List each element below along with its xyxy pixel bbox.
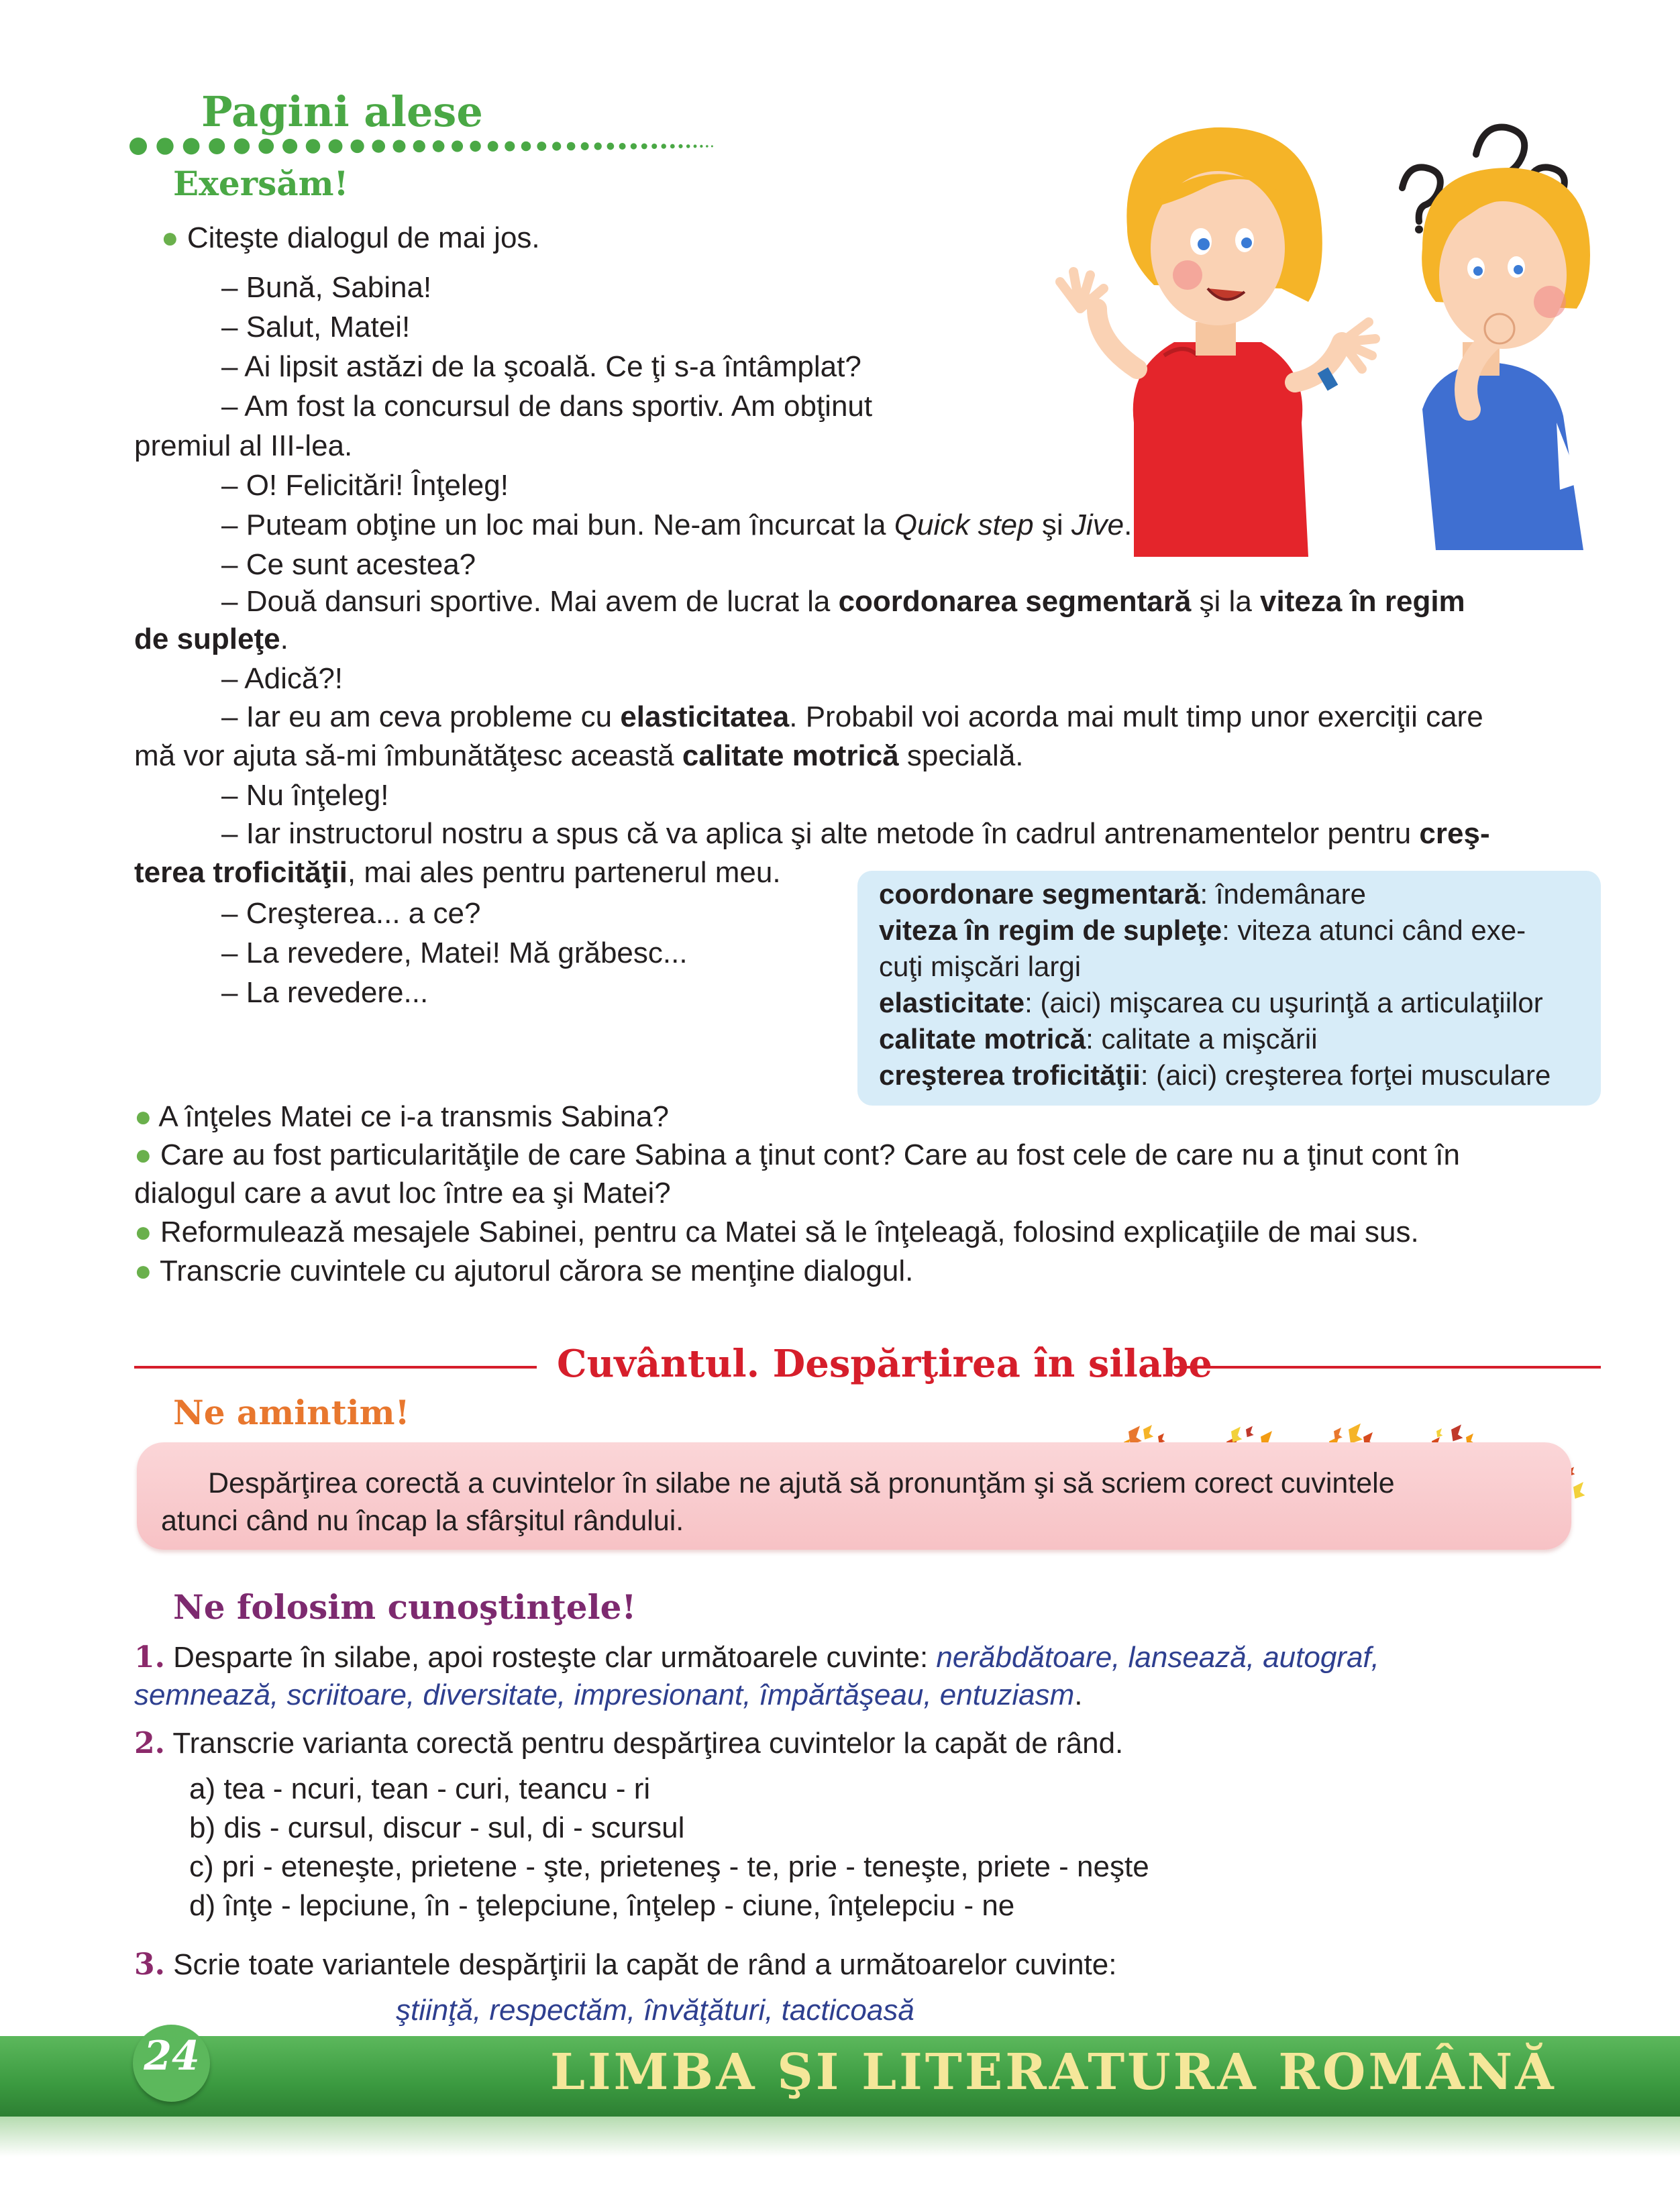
title-rule-right: [1174, 1366, 1601, 1369]
book-title: LIMBA ŞI LITERATURA ROMÂNĂ: [550, 2043, 1557, 2101]
bullet-icon: ●: [134, 1216, 152, 1248]
apply-heading: Ne folosim cunoştinţele!: [173, 1587, 637, 1627]
exercise-heading: Exersăm!: [173, 164, 349, 203]
dialogue-line: – Ce sunt acestea?: [221, 548, 476, 581]
exercise-3-words: ştiinţă, respectăm, învăţături, tacticoasă: [396, 1994, 914, 2027]
exercise-1: 1. Desparte în silabe, apoi rosteşte clar următoarele cuvinte: nerăbdătoare, lansează, autograf,: [134, 1640, 1379, 1674]
girl-sabina-figure: [1060, 127, 1375, 557]
dialogue-line: terea troficităţii, mai ales pentru partenerul meu.: [134, 856, 781, 889]
title-rule-left: [134, 1366, 537, 1369]
rule-text: atunci când nu încap la sfârşitul rândului.: [161, 1505, 684, 1537]
leaf-icon: [1143, 1425, 1153, 1440]
bullet-icon: ●: [134, 1100, 152, 1133]
glossary-entry: coordonare segmentară: îndemânare: [879, 878, 1366, 910]
question-item: ● A înţeles Matei ce i-a transmis Sabina?: [134, 1100, 669, 1133]
lesson-title: Cuvântul. Despărţirea în silabe: [557, 1342, 1213, 1386]
glossary-entry: calitate motrică: calitate a mişcării: [879, 1023, 1318, 1055]
boy-matei-figure: [1422, 168, 1590, 550]
dialogue-line: – Salut, Matei!: [221, 311, 411, 343]
dialogue-line: – Adică?!: [221, 662, 344, 695]
leaf-icon: [1573, 1482, 1585, 1499]
dialogue-line: – Ai lipsit astăzi de la şcoală. Ce ţi s-a întâmplat?: [221, 350, 861, 383]
dotted-divider: [129, 134, 957, 158]
leaf-icon: [1231, 1427, 1242, 1442]
dialogue-line: – Creşterea... a ce?: [221, 897, 481, 930]
dialogue-line: – O! Felicitări! Înţeleg!: [221, 469, 509, 502]
exercise-1-cont: semnează, scriitoare, diversitate, impresionant, împărtăşeau, entuziasm.: [134, 1678, 1083, 1711]
dialogue-line: premiul al III-lea.: [134, 429, 353, 462]
dialogue-line: – La revedere, Matei! Mă grăbesc...: [221, 937, 688, 969]
glossary-entry: viteza în regim de supleţe: viteza atunci când exe-: [879, 914, 1526, 946]
leaf-icon: [1451, 1424, 1463, 1441]
dialogue-line: – Iar eu am ceva probleme cu elasticitatea. Probabil voi acorda mai mult timp unor exerciţii care: [221, 700, 1483, 733]
rule-text: Despărţirea corectă a cuvintelor în silabe ne ajută să pronunţăm şi să scriem corect cuvintele: [208, 1467, 1395, 1499]
exercise-2-option: c) pri - eteneşte, prietene - şte, prieteneş - te, prie - teneşte, priete - neşte: [189, 1850, 1149, 1883]
exercise-3: 3. Scrie toate variantele despărţirii la capăt de rând a următoarelor cuvinte:: [134, 1948, 1117, 1982]
footer-fade: [0, 2117, 1680, 2157]
question-item: ● Transcrie cuvintele cu ajutorul cărora se menţine dialogul.: [134, 1255, 914, 1287]
glossary-entry: creşterea troficităţii: (aici) creşterea forţei musculare: [879, 1059, 1551, 1091]
exercise-2-option: a) tea - ncuri, tean - curi, teancu - ri: [189, 1772, 651, 1805]
glossary-entry: elasticitate: (aici) mişcarea cu uşurinţă a articulaţiilor: [879, 987, 1543, 1018]
bullet-icon: ●: [134, 1255, 152, 1287]
bullet-icon: ●: [134, 1138, 152, 1171]
dialogue-line: – Puteam obţine un loc mai bun. Ne-am încurcat la Quick step şi Jive.: [221, 509, 1133, 541]
leaf-icon: [1349, 1424, 1363, 1444]
dialogue-line: – La revedere...: [221, 976, 429, 1009]
question-item: ● Care au fost particularităţile de care Sabina a ţinut cont? Care au fost cele de care nu a ţinut cont în: [134, 1138, 1460, 1171]
dialogue-line: de supleţe.: [134, 623, 288, 655]
dialogue-line: mă vor ajuta să-mi îmbunătăţesc această calitate motrică specială.: [134, 739, 1024, 772]
dialogue-line: – Bună, Sabina!: [221, 271, 432, 304]
exercise-2-option: d) înţe - lepciune, în - ţelepciune, înţelep - ciune, înţelepciu - ne: [189, 1889, 1015, 1922]
recall-heading: Ne amintim!: [173, 1393, 410, 1432]
question-item: dialogul care a avut loc între ea şi Matei?: [134, 1177, 671, 1210]
dialogue-line: – Iar instructorul nostru a spus că va aplica şi alte metode în cadrul antrenamentelor pentru creş-: [221, 817, 1490, 850]
leaf-icon: [1436, 1428, 1442, 1437]
children-illustration: [1006, 74, 1597, 557]
dialogue-line: – Am fost la concursul de dans sportiv. Am obţinut: [221, 390, 873, 423]
section-title: Pagini alese: [201, 87, 483, 136]
leaf-icon: [1246, 1426, 1254, 1438]
leaf-icon: [1334, 1428, 1343, 1440]
bullet-icon: ●: [161, 221, 179, 254]
page-number: 24: [144, 2033, 200, 2080]
dialogue-line: – Două dansuri sportive. Mai avem de lucrat la coordonarea segmentară şi la viteza în regim: [221, 585, 1465, 618]
dialogue-line: – Nu înţeleg!: [221, 779, 389, 812]
exercise-2: 2. Transcrie varianta corectă pentru despărţirea cuvintelor la capăt de rând.: [134, 1726, 1124, 1760]
exercise-2-option: b) dis - cursul, discur - sul, di - scursul: [189, 1811, 685, 1844]
glossary-entry: cuţi mişcări largi: [879, 951, 1082, 982]
question-item: ● Reformulează mesajele Sabinei, pentru ca Matei să le înţeleagă, folosind explicaţiile de mai sus.: [134, 1216, 1419, 1248]
intro-instruction: ● Citeşte dialogul de mai jos.: [161, 221, 540, 254]
